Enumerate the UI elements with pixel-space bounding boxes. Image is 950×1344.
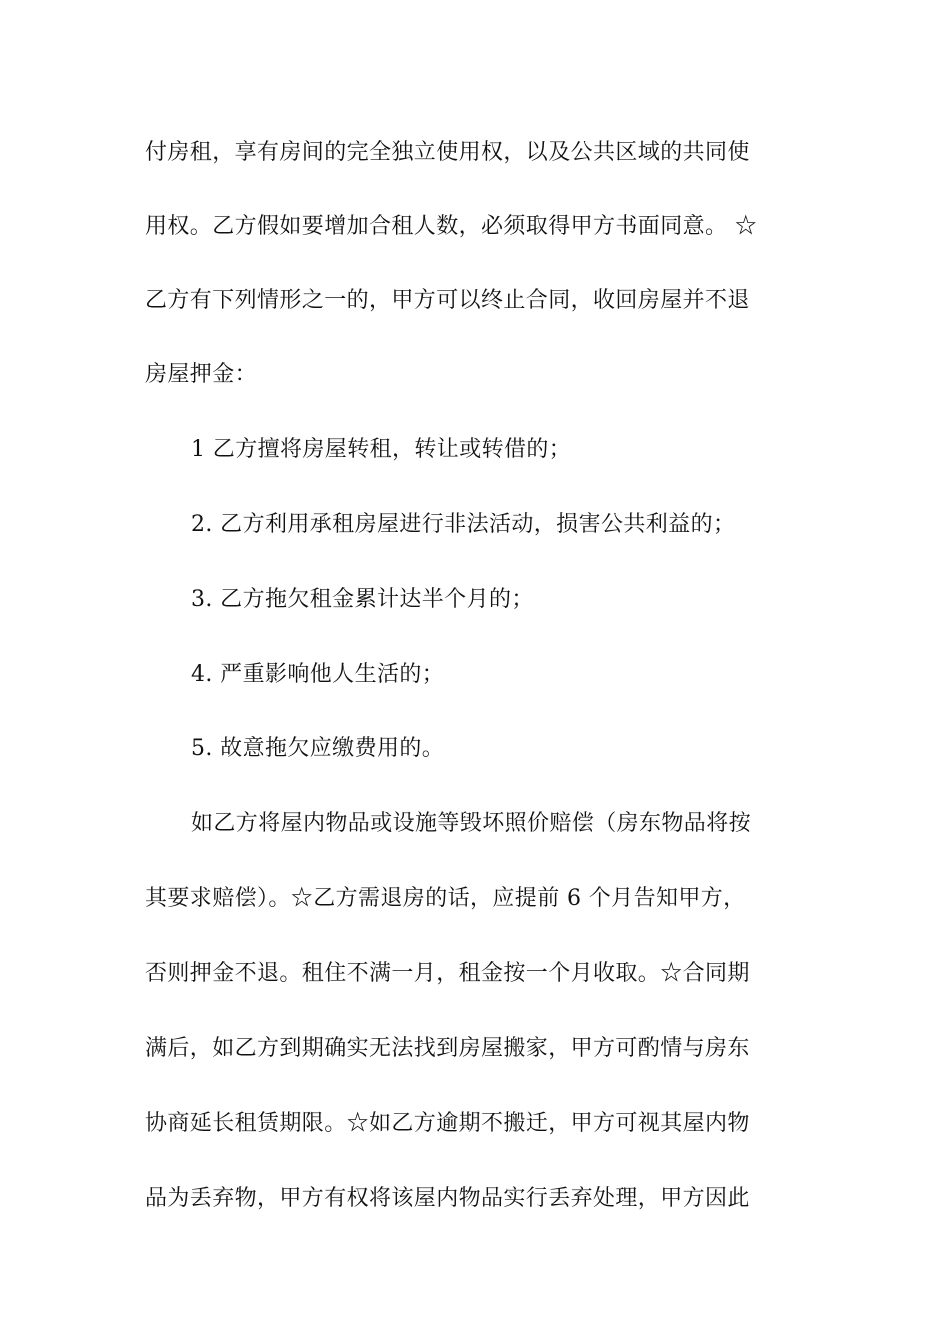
text-line-4: 房屋押金： [145,362,258,387]
text-line-2: 用权。乙方假如要增加合租人数，必须取得甲方书面同意。 ☆ [145,214,758,239]
paragraph-line-4: 满后，如乙方到期确实无法找到房屋搬家，甲方可酌情与房东 [145,1036,750,1061]
paragraph-line-3: 否则押金不退。租住不满一月，租金按一个月收取。☆合同期 [145,961,750,986]
paragraph-line-1: 如乙方将屋内物品或设施等毁坏照价赔偿（房东物品将按 [191,811,752,836]
list-item-1: 1 乙方擅将房屋转租，转让或转借的； [191,437,572,462]
list-item-4: 4. 严重影响他人生活的； [191,662,445,687]
text-line-1: 付房租，享有房间的完全独立使用权，以及公共区域的共同使 [145,140,750,165]
list-item-3: 3. 乙方拖欠租金累计达半个月的； [191,587,534,612]
paragraph-line-6: 品为丢弃物，甲方有权将该屋内物品实行丢弃处理，甲方因此 [145,1186,750,1211]
paragraph-line-2: 其要求赔偿）。☆乙方需退房的话，应提前 6 个月告知甲方， [145,886,746,911]
paragraph-line-5: 协商延长租赁期限。☆如乙方逾期不搬迁，甲方可视其屋内物 [145,1111,750,1136]
text-line-3: 乙方有下列情形之一的，甲方可以终止合同，收回房屋并不退 [145,288,750,313]
list-item-5: 5. 故意拖欠应缴费用的。 [191,736,445,761]
list-item-2: 2. 乙方利用承租房屋进行非法活动，损害公共利益的； [191,512,736,537]
